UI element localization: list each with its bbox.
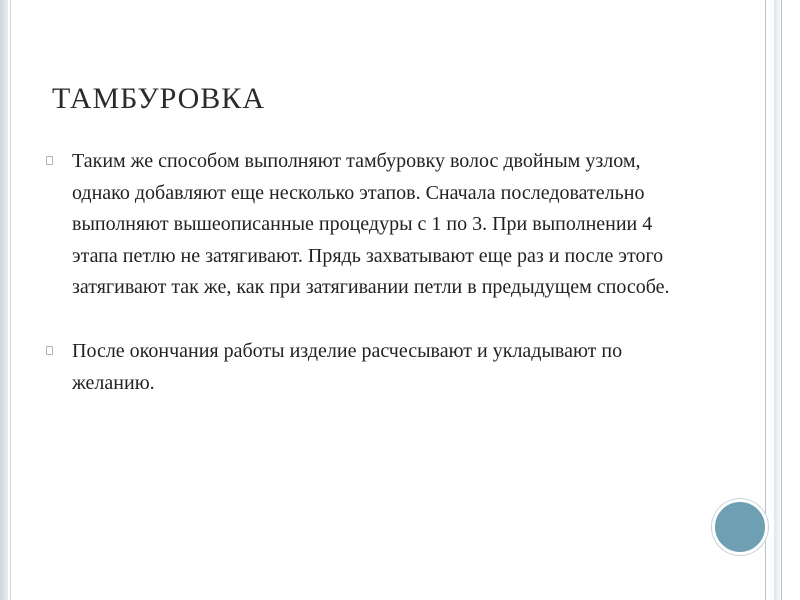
bullet-item xyxy=(40,146,680,304)
right-frame-line-inner xyxy=(781,0,782,600)
right-frame-line-outer xyxy=(765,0,766,600)
bullet-item xyxy=(40,336,680,399)
bullet-marker-icon xyxy=(46,346,53,355)
bullet-text: После окончания работы изделие расчесывают и укладывают по желанию. xyxy=(72,339,623,394)
decorative-circle-icon xyxy=(712,499,768,555)
slide-title: ТАМБУРОВКА xyxy=(52,82,265,115)
left-frame-band xyxy=(0,0,8,600)
right-frame xyxy=(762,0,800,600)
bullet-list xyxy=(40,146,680,399)
left-frame-line xyxy=(10,0,11,600)
right-frame-band xyxy=(774,0,780,600)
bullet-marker-icon xyxy=(46,156,53,165)
bullet-text: Таким же способом выполняют тамбуровку волос двойным узлом, однако добавляют еще несколько этапов. Сначала последовательно выполняют вышеописанные процедуры с 1 по 3. При выполнении 4 этапа петлю не затягивают. Прядь захватывают еще раз и после этого затягивают так же, как при затягивании петли в предыдущем способе. xyxy=(72,150,670,299)
